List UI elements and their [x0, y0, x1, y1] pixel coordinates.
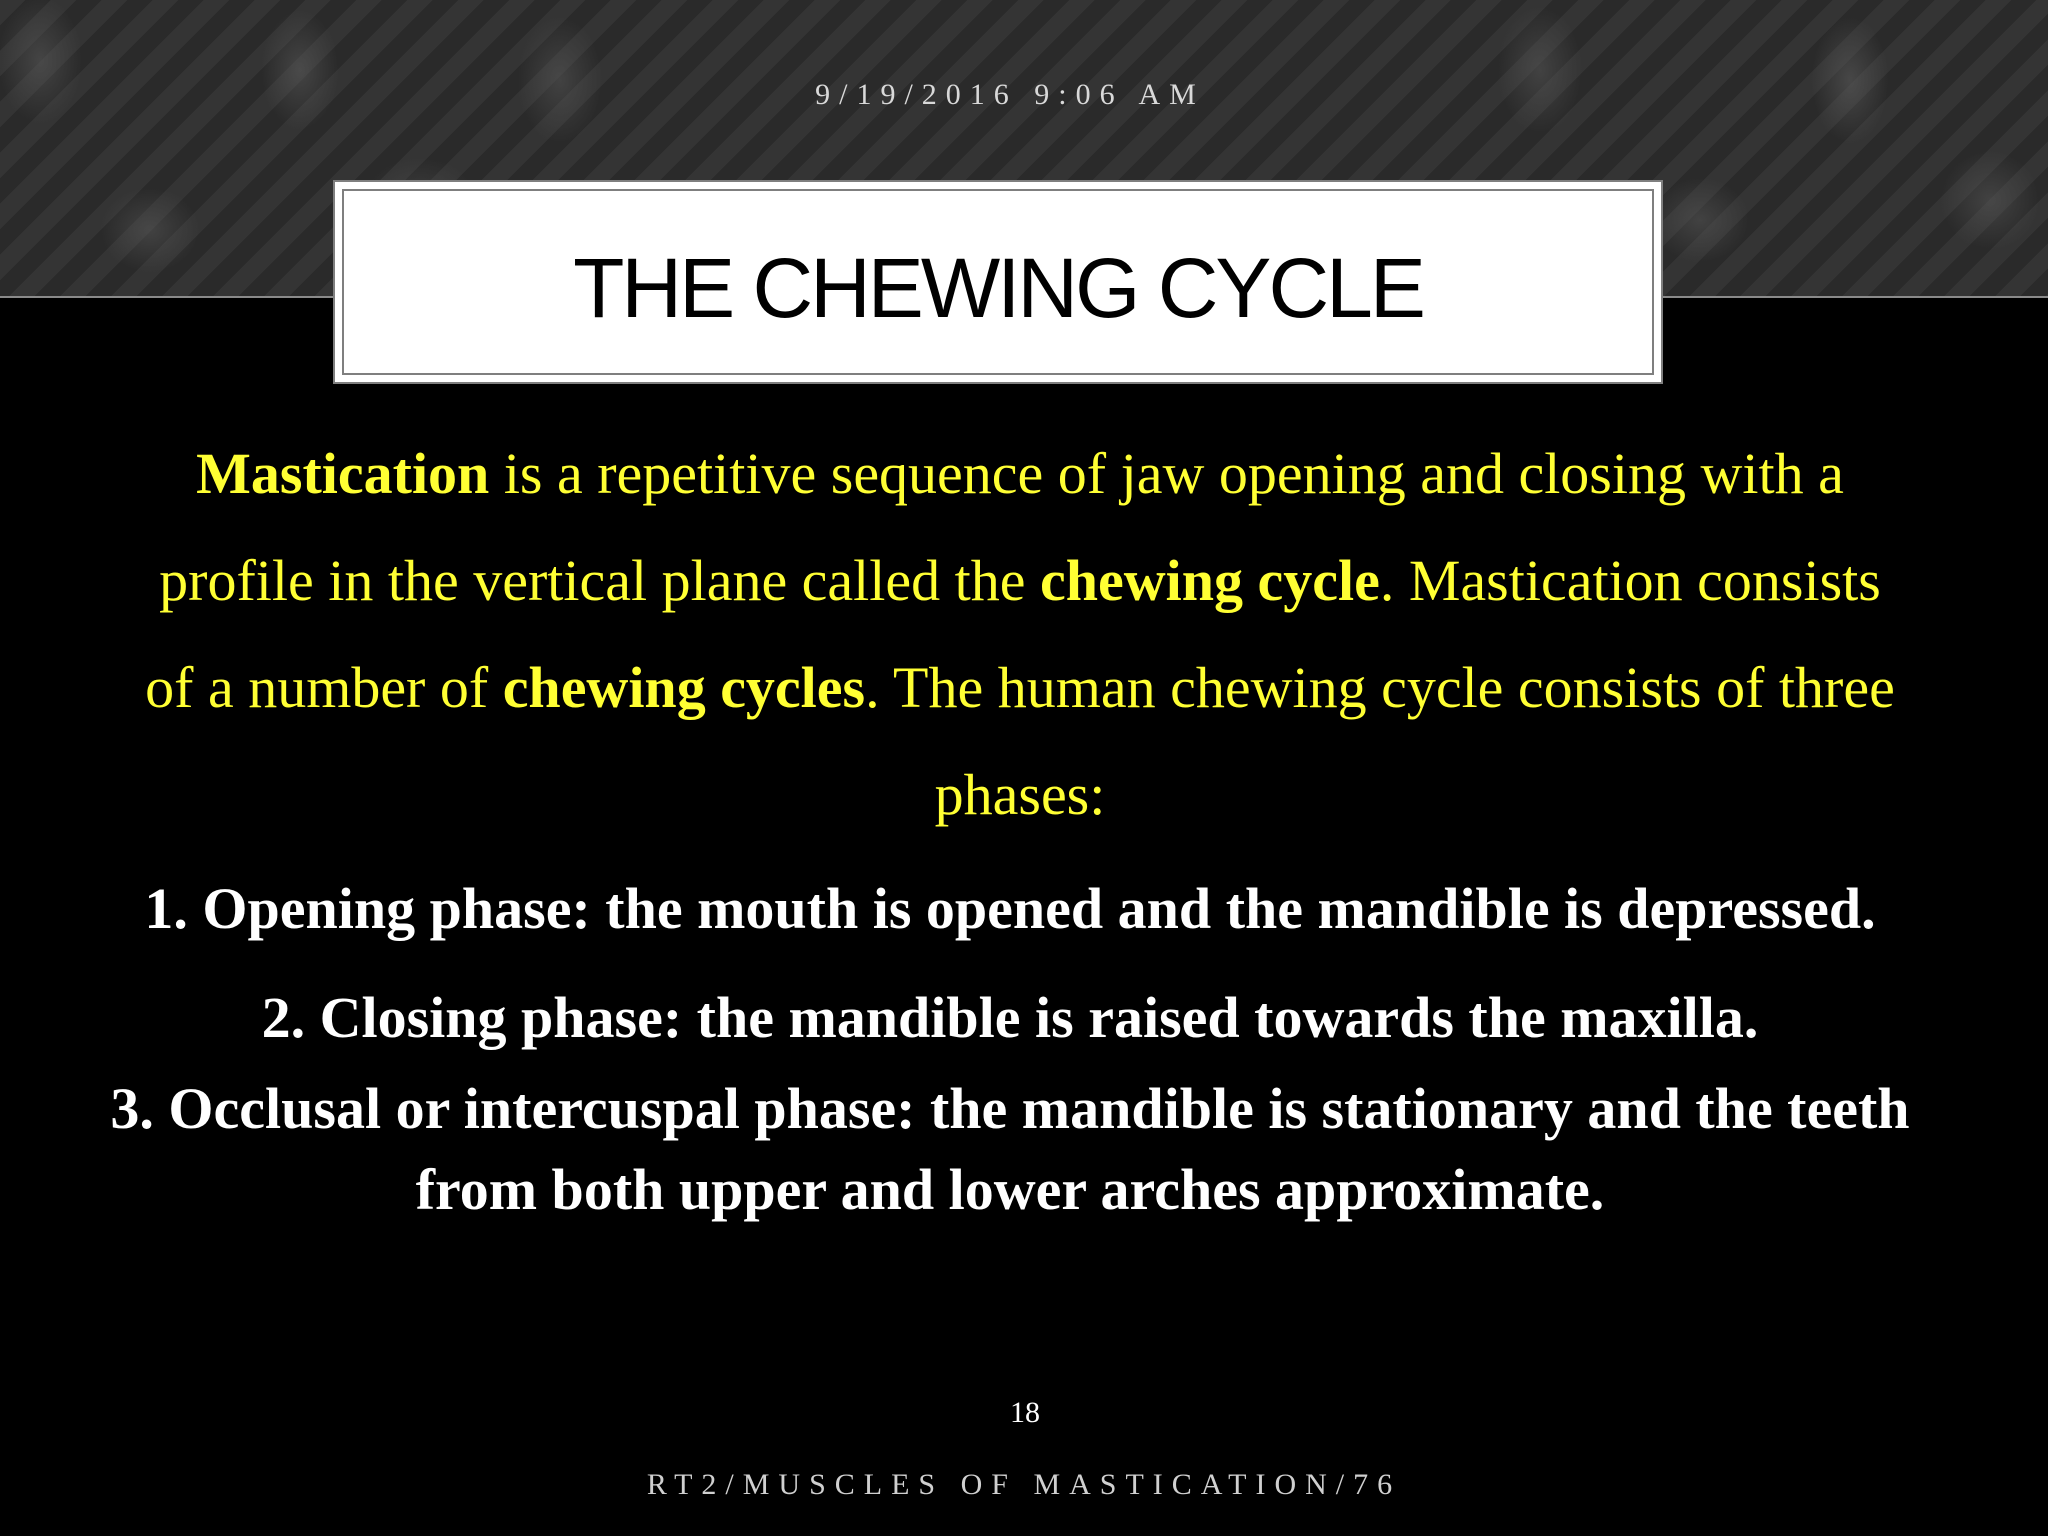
title-box: [333, 180, 1663, 384]
intro-text-2: . Mastication consists of a number of: [145, 548, 1881, 720]
phase-list: [110, 855, 1910, 1230]
intro-paragraph: [140, 420, 1900, 848]
slide-number: 18: [1010, 1396, 1040, 1429]
term-mastication: Mastication: [196, 441, 490, 506]
slide-title: THE CHEWING CYCLE: [573, 240, 1423, 335]
term-chewing-cycle: chewing cycle: [1040, 548, 1380, 613]
intro-text-1: is a repetitive sequence of jaw opening and closing with a profile in the vertical plane called the: [159, 441, 1844, 613]
title-inner-frame: [342, 189, 1654, 375]
term-chewing-cycles: chewing cycles: [502, 655, 866, 720]
intro-text-3: . The human chewing cycle consists of three phases:: [865, 655, 1895, 827]
slide-datetime: 9/19/2016 9:06 AM: [815, 78, 1205, 111]
phase-item-closing: 2. Closing phase: the mandible is raised towards the maxilla.: [261, 985, 1759, 1050]
phase-item-occlusal: 3. Occlusal or intercuspal phase: the mandible is stationary and the teeth from both upper and lower arches approximate.: [110, 1076, 1910, 1222]
phase-item-opening: 1. Opening phase: the mouth is opened and the mandible is depressed.: [144, 876, 1876, 941]
slide-footer: RT2/MUSCLES OF MASTICATION/76: [646, 1468, 1402, 1501]
